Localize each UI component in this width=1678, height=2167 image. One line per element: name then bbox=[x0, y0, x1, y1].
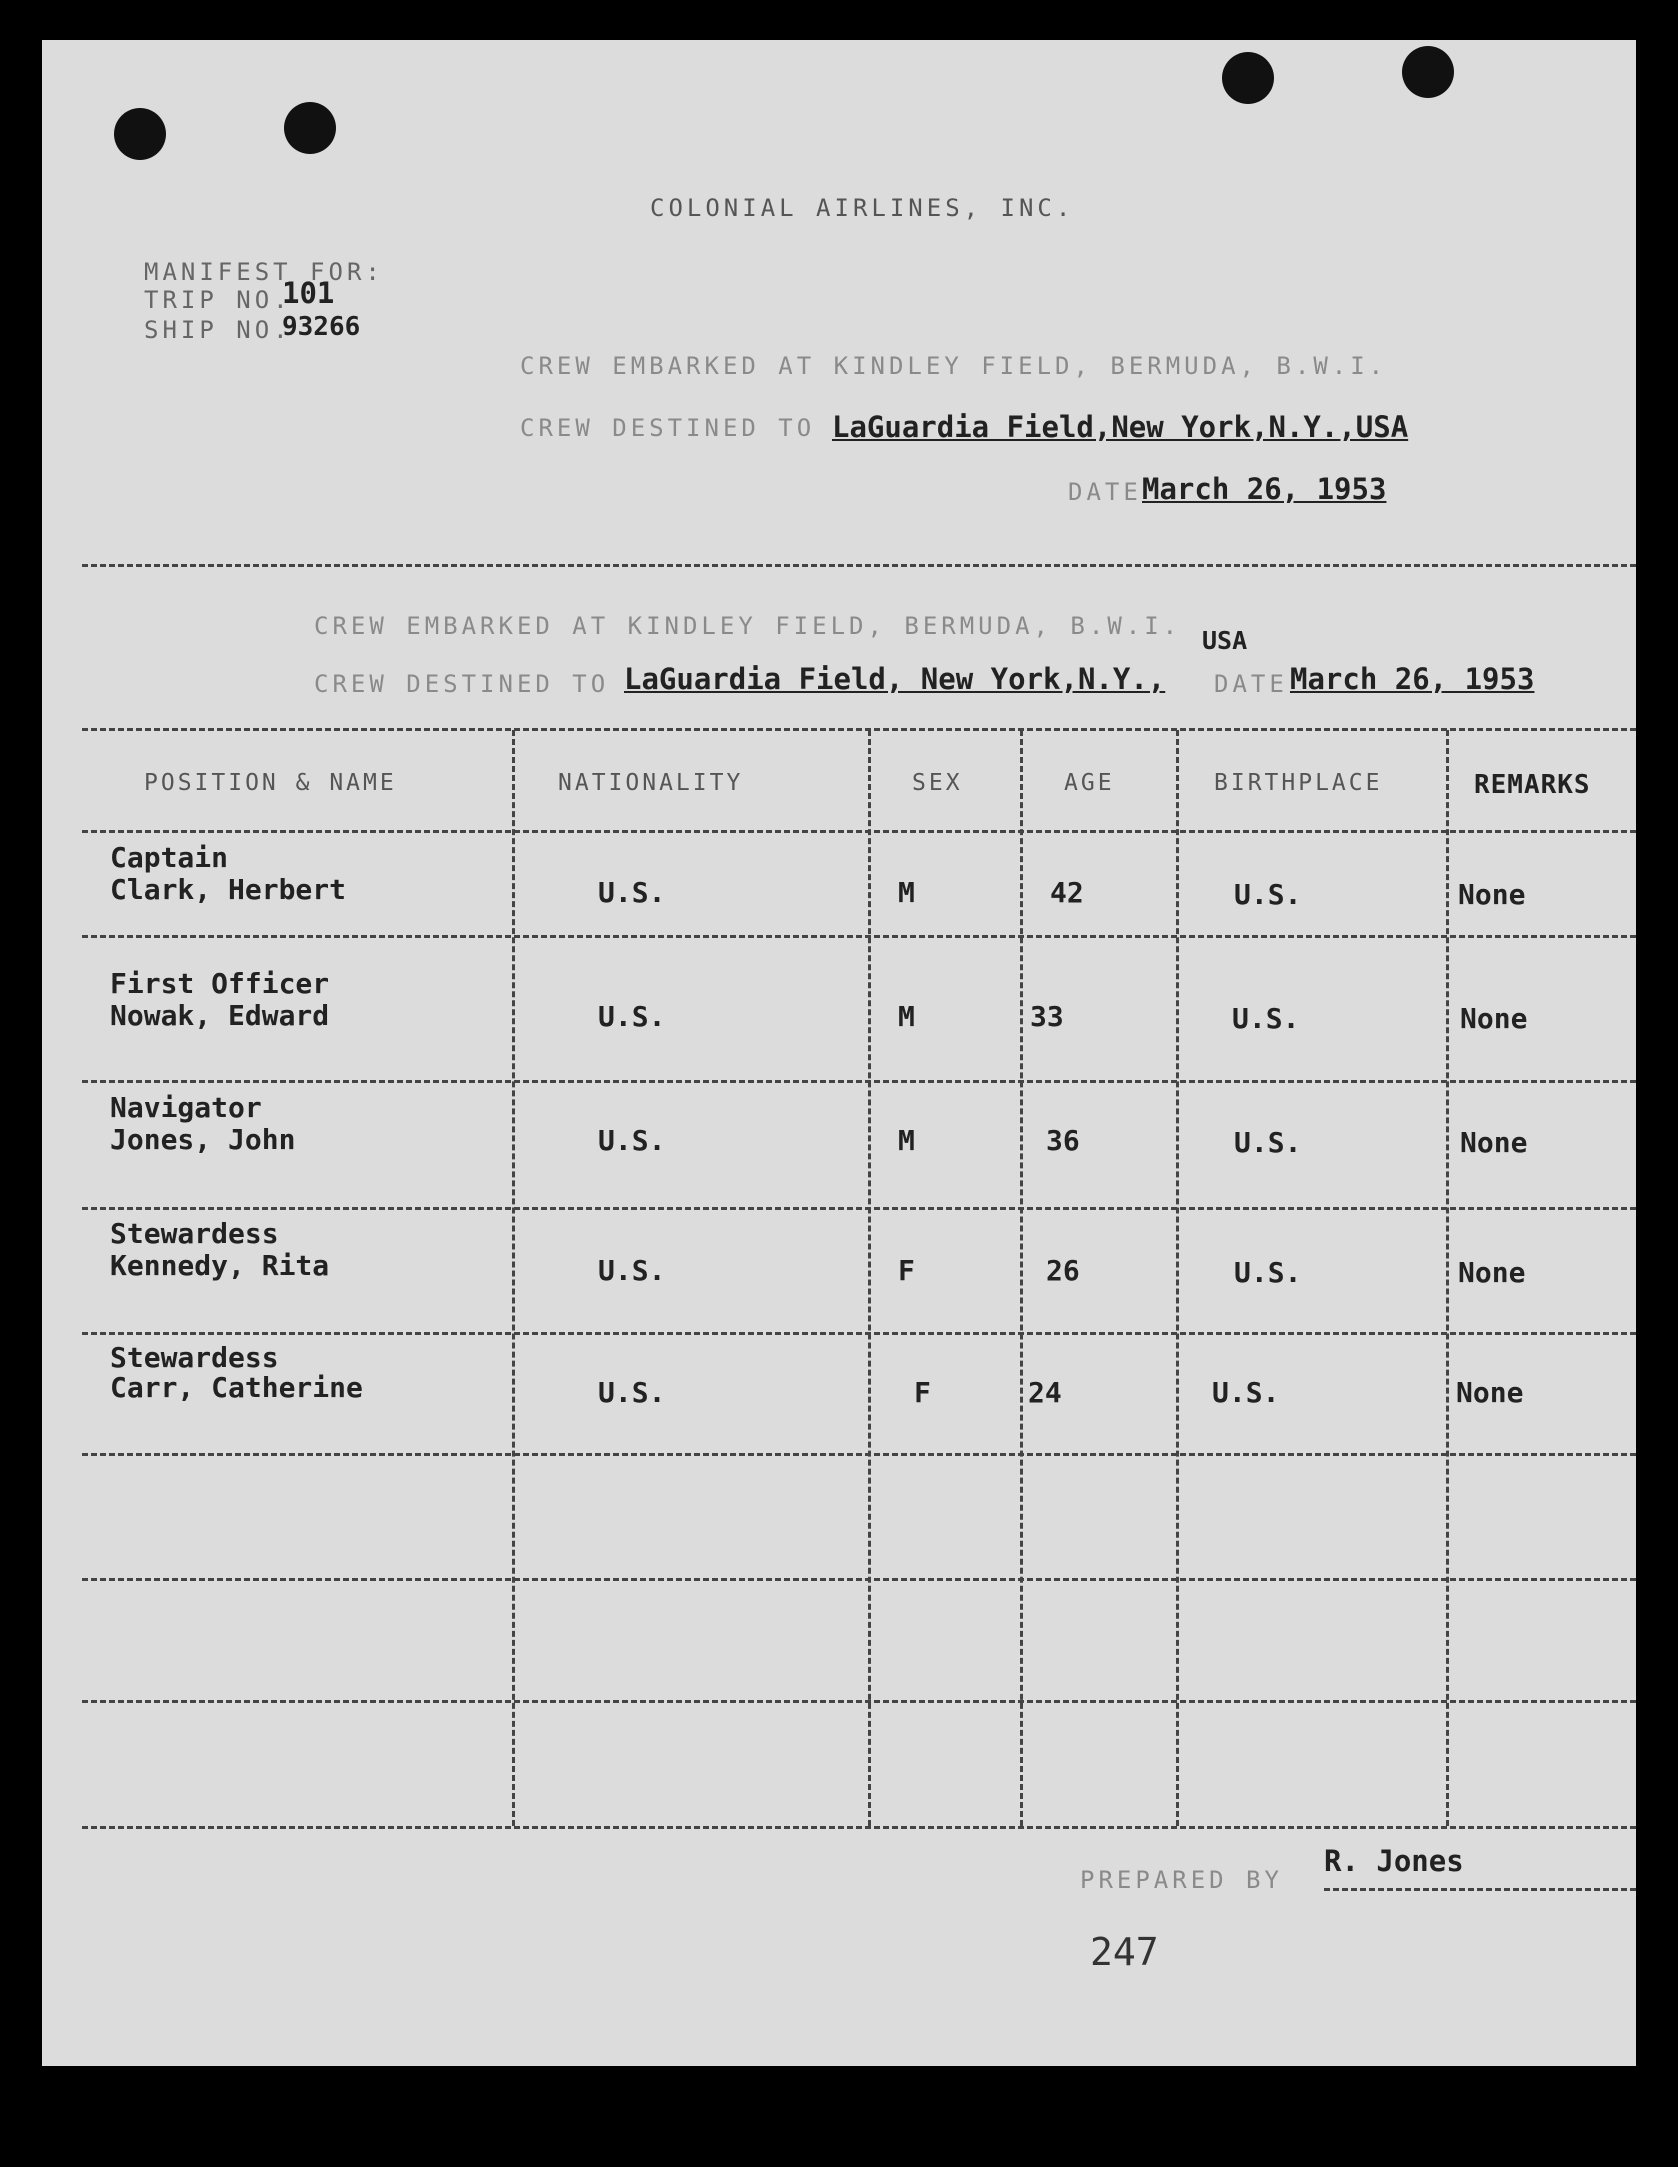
punch-hole-icon bbox=[1222, 52, 1274, 104]
header-nationality: NATIONALITY bbox=[558, 770, 744, 796]
row-birthplace: U.S. bbox=[1234, 878, 1302, 911]
manifest-for-label: MANIFEST FOR: bbox=[144, 258, 384, 286]
trip-label: TRIP NO. bbox=[144, 286, 292, 314]
row-nationality: U.S. bbox=[598, 1254, 666, 1287]
row-sex: F bbox=[914, 1376, 931, 1409]
lower-embarked: CREW EMBARKED AT KINDLEY FIELD, BERMUDA, B.W.I. bbox=[314, 612, 1182, 640]
row-line bbox=[82, 1700, 1636, 1703]
table-top-line bbox=[82, 728, 1636, 731]
upper-destined-value: LaGuardia Field,New York,N.Y.,USA bbox=[832, 410, 1409, 444]
row-sex: M bbox=[898, 1124, 915, 1157]
row-position: Navigator bbox=[110, 1091, 262, 1124]
row-name: Jones, John bbox=[110, 1123, 296, 1156]
row-name: Carr, Catherine bbox=[110, 1371, 363, 1404]
row-name: Clark, Herbert bbox=[110, 873, 347, 906]
column-line bbox=[512, 730, 515, 1826]
row-nationality: U.S. bbox=[598, 1124, 666, 1157]
prepared-by-label: PREPARED BY bbox=[1080, 1866, 1283, 1894]
row-birthplace: U.S. bbox=[1234, 1256, 1302, 1289]
header-birthplace: BIRTHPLACE bbox=[1214, 770, 1383, 796]
punch-hole-icon bbox=[1402, 46, 1454, 98]
upper-embarked: CREW EMBARKED AT KINDLEY FIELD, BERMUDA, B.W.I. bbox=[520, 352, 1388, 380]
header-bottom-line bbox=[82, 830, 1636, 833]
row-line bbox=[82, 1578, 1636, 1581]
punch-hole-icon bbox=[114, 108, 166, 160]
punch-hole-icon bbox=[284, 102, 336, 154]
row-nationality: U.S. bbox=[598, 1000, 666, 1033]
signature-line bbox=[1324, 1888, 1636, 1891]
row-line bbox=[82, 1207, 1636, 1210]
ship-number: 93266 bbox=[282, 312, 361, 342]
row-line bbox=[82, 1826, 1636, 1829]
row-remarks: None bbox=[1460, 1126, 1528, 1159]
row-line bbox=[82, 1332, 1636, 1335]
column-line bbox=[1446, 730, 1449, 1826]
header-sex: SEX bbox=[912, 770, 963, 796]
row-remarks: None bbox=[1456, 1376, 1524, 1409]
row-age: 42 bbox=[1050, 876, 1084, 909]
row-nationality: U.S. bbox=[598, 876, 666, 909]
trip-number: 101 bbox=[282, 276, 335, 310]
manifest-page bbox=[42, 40, 1636, 2066]
row-remarks: None bbox=[1458, 1256, 1526, 1289]
row-age: 36 bbox=[1046, 1124, 1080, 1157]
header-age: AGE bbox=[1064, 770, 1115, 796]
lower-destined-label: CREW DESTINED TO bbox=[314, 670, 610, 698]
lower-date-label: DATE bbox=[1214, 670, 1288, 698]
column-line bbox=[868, 730, 871, 1826]
lower-usa: USA bbox=[1202, 626, 1248, 655]
row-birthplace: U.S. bbox=[1232, 1002, 1300, 1035]
row-sex: M bbox=[898, 1000, 915, 1033]
row-position: Captain bbox=[110, 841, 229, 874]
row-remarks: None bbox=[1460, 1002, 1528, 1035]
row-birthplace: U.S. bbox=[1212, 1376, 1280, 1409]
row-position: Stewardess bbox=[110, 1341, 279, 1374]
row-name: Nowak, Edward bbox=[110, 999, 330, 1032]
row-sex: M bbox=[898, 876, 915, 909]
row-age: 24 bbox=[1028, 1376, 1062, 1409]
separator-line bbox=[82, 564, 1636, 567]
upper-destined-label: CREW DESTINED TO bbox=[520, 414, 816, 442]
row-position: First Officer bbox=[110, 967, 330, 1000]
row-name: Kennedy, Rita bbox=[110, 1249, 330, 1282]
header-remarks: REMARKS bbox=[1474, 770, 1591, 800]
ship-label: SHIP NO. bbox=[144, 316, 292, 344]
upper-date-value: March 26, 1953 bbox=[1142, 472, 1387, 506]
lower-date-value: March 26, 1953 bbox=[1290, 662, 1535, 696]
column-line bbox=[1176, 730, 1179, 1826]
row-birthplace: U.S. bbox=[1234, 1126, 1302, 1159]
lower-destined-value: LaGuardia Field, New York,N.Y., bbox=[624, 662, 1166, 696]
company-title: COLONIAL AIRLINES, INC. bbox=[650, 194, 1075, 222]
header-position-name: POSITION & NAME bbox=[144, 770, 397, 796]
row-age: 26 bbox=[1046, 1254, 1080, 1287]
row-nationality: U.S. bbox=[598, 1376, 666, 1409]
row-age: 33 bbox=[1030, 1000, 1064, 1033]
upper-date-label: DATE bbox=[1068, 478, 1142, 506]
row-line bbox=[82, 1453, 1636, 1456]
row-line bbox=[82, 935, 1636, 938]
page-number: 247 bbox=[1090, 1930, 1159, 1974]
prepared-by-name: R. Jones bbox=[1324, 1844, 1464, 1878]
row-position: Stewardess bbox=[110, 1217, 279, 1250]
row-sex: F bbox=[898, 1254, 915, 1287]
row-remarks: None bbox=[1458, 878, 1526, 911]
row-line bbox=[82, 1080, 1636, 1083]
column-line bbox=[1020, 730, 1023, 1826]
